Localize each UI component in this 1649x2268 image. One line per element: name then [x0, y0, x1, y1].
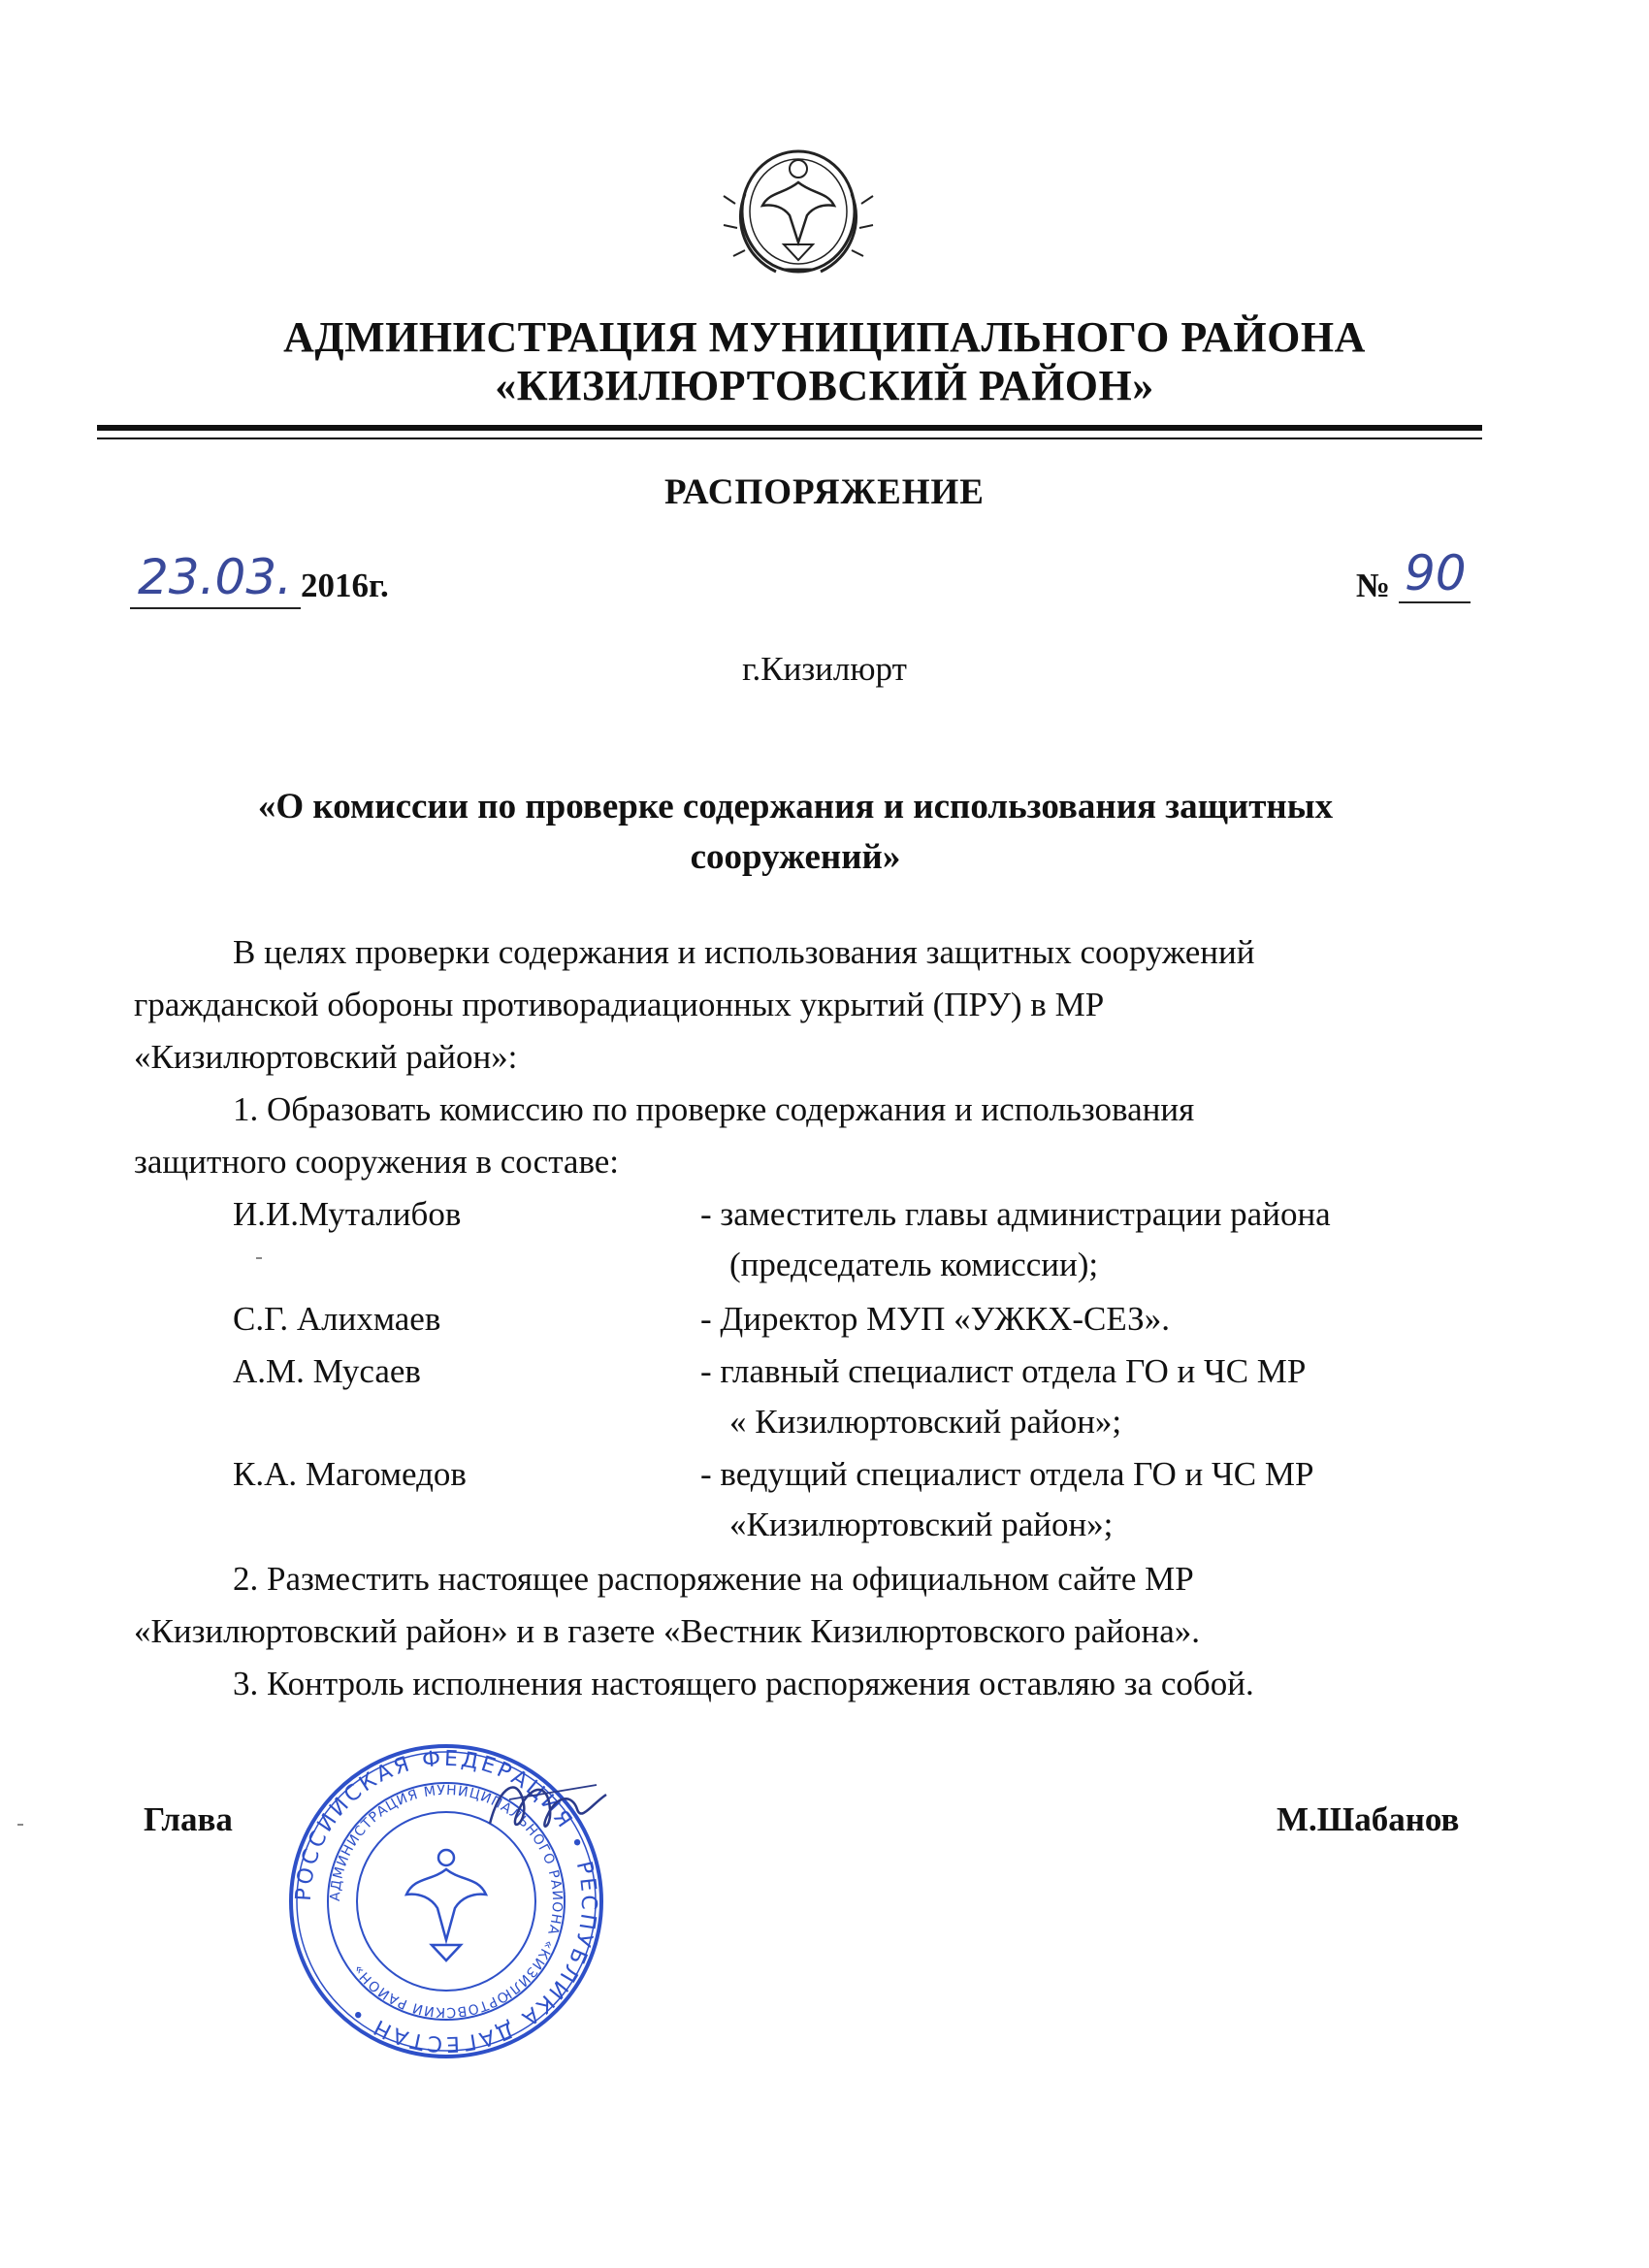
member-role: - главный специалист отдела ГО и ЧС МР	[700, 1352, 1307, 1390]
organization-name-line2: «КИЗИЛЮРТОВСКИЙ РАЙОН»	[495, 362, 1154, 409]
document-title	[213, 782, 1377, 883]
intro-line: гражданской обороны противорадиационных укрытий (ПРУ) в МР	[134, 986, 1105, 1023]
member-role: - Директор МУП «УЖКХ-СЕЗ».	[700, 1300, 1170, 1338]
title-line1: «О комиссии по проверке содержания и использования защитных	[257, 787, 1334, 826]
member-name: И.И.Муталибов	[233, 1195, 462, 1233]
intro-line: «Кизилюртовский район»:	[134, 1038, 518, 1076]
signatory-name: М.Шабанов	[1277, 1800, 1460, 1838]
member-role: - ведущий специалист отдела ГО и ЧС МР	[700, 1455, 1314, 1493]
signatory-position: Глава	[144, 1800, 233, 1838]
date-underline	[130, 607, 301, 609]
issue-city: г.Кизилюрт	[742, 650, 907, 688]
member-name: К.А. Магомедов	[233, 1455, 467, 1493]
title-line2: сооружений»	[690, 837, 901, 877]
stamp-eagle-icon	[406, 1850, 486, 1960]
header-rule-thin	[97, 437, 1482, 439]
member-role: - заместитель главы администрации района	[700, 1195, 1331, 1233]
handwritten-date: 23.03.	[138, 549, 293, 605]
date-year: 2016г.	[301, 567, 389, 604]
organization-name-line1: АДМИНИСТРАЦИЯ МУНИЦИПАЛЬНОГО РАЙОНА	[283, 313, 1366, 361]
stamp-outer-text: РОССИЙСКАЯ ФЕДЕРАЦИЯ • РЕСПУБЛИКА ДАГЕСТАН •	[291, 1746, 601, 2057]
document-number-label: №	[1356, 567, 1391, 604]
member-name: А.М. Мусаев	[233, 1352, 421, 1390]
member-role-continued: (председатель комиссии);	[729, 1246, 1099, 1283]
document-type: РАСПОРЯЖЕНИЕ	[663, 472, 985, 512]
stamp-inner-text: АДМИНИСТРАЦИЯ МУНИЦИПАЛЬНОГО РАЙОНА «КИЗИЛЮРТОВСКИЙ РАЙОН»	[327, 1782, 566, 2021]
item1-line: 1. Образовать комиссию по проверке содержания и использования	[233, 1090, 1195, 1128]
item1-line: защитного сооружения в составе:	[134, 1143, 620, 1181]
item2-line: «Кизилюртовский район» и в газете «Вестник Кизилюртовского района».	[134, 1612, 1201, 1650]
member-role-continued: «Кизилюртовский район»;	[729, 1506, 1114, 1543]
header-rule-thick	[97, 425, 1482, 431]
scan-speck	[17, 1824, 23, 1826]
handwritten-document-number: 90	[1405, 545, 1467, 601]
member-name: С.Г. Алихмаев	[233, 1300, 441, 1338]
coat-of-arms-emblem	[716, 136, 881, 291]
member-role-continued: « Кизилюртовский район»;	[729, 1403, 1122, 1441]
item3-line: 3. Контроль исполнения настоящего распоряжения оставляю за собой.	[233, 1665, 1254, 1702]
scan-speck	[256, 1257, 262, 1259]
item2-line: 2. Разместить настоящее распоряжение на официальном сайте МР	[233, 1560, 1194, 1598]
intro-line: В целях проверки содержания и использования защитных сооружений	[233, 933, 1255, 971]
number-underline	[1399, 601, 1471, 603]
handwritten-signature	[480, 1766, 616, 1853]
